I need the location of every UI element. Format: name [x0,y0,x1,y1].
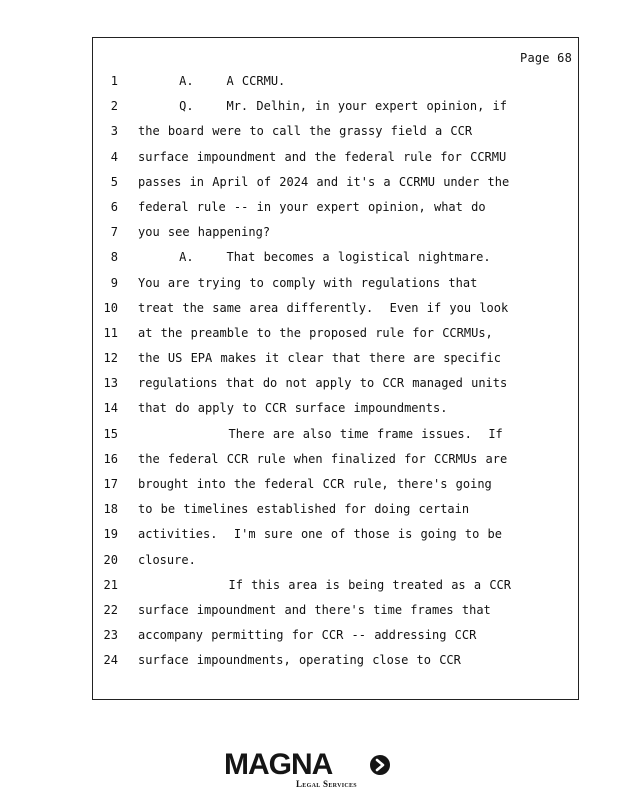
transcript-line [93,150,578,175]
line-number: 14 [103,401,118,416]
page-number: Page 68 [520,51,572,65]
transcript-line [93,376,578,401]
line-text: to be timelines established for doing certain [138,502,470,517]
line-number: 10 [103,300,118,315]
transcript-line [93,527,578,552]
transcript-line [93,553,578,578]
line-text: at the preamble to the proposed rule for CCRMUs, [138,325,493,340]
line-text: regulations that do not apply to CCR managed units [138,376,508,391]
transcript-line [93,74,578,99]
transcript-line [93,578,578,603]
line-number: 2 [110,99,118,114]
line-number: 20 [103,552,118,567]
line-number: 15 [103,426,118,441]
line-text: the federal CCR rule when finalized for CCRMUs are [138,451,508,466]
line-text: A. That becomes a logistical nightmare. [138,250,491,265]
transcript-line [93,628,578,653]
line-number: 4 [110,149,118,164]
line-text: Q. Mr. Delhin, in your expert opinion, if [138,99,508,114]
line-number: 18 [103,502,118,517]
transcript-line [93,477,578,502]
line-number: 21 [103,577,118,592]
transcript-line [93,301,578,326]
line-text: you see happening? [138,225,271,240]
transcript-line [93,250,578,275]
transcript-lines [93,74,578,679]
line-text: surface impoundments, operating close to CCR [138,653,461,668]
line-text: closure. [138,552,196,567]
transcript-line [93,603,578,628]
line-number: 7 [110,225,118,240]
transcript-line [93,200,578,225]
line-number: 8 [110,250,118,265]
line-number: 5 [110,174,118,189]
line-number: 6 [110,199,118,214]
line-text: activities. I'm sure one of those is going to be [138,527,503,542]
line-number: 3 [110,124,118,139]
line-number: 22 [103,602,118,617]
line-text: that do apply to CCR surface impoundments. [138,401,448,416]
transcript-line [93,653,578,678]
line-number: 19 [103,527,118,542]
line-text: federal rule -- in your expert opinion, what do [138,199,486,214]
transcript-line [93,124,578,149]
line-text: A. A CCRMU. [138,74,286,88]
line-text: treat the same area differently. Even if you look [138,300,509,315]
transcript-line [93,427,578,452]
line-number: 12 [103,351,118,366]
line-text: There are also time frame issues. If [138,426,503,441]
transcript-line [93,99,578,124]
line-text: You are trying to comply with regulations that [138,275,478,290]
line-text: passes in April of 2024 and it's a CCRMU under the [138,174,510,189]
logo-subtitle: Legal Services [296,779,357,789]
line-number: 13 [103,376,118,391]
line-text: the US EPA makes it clear that there are specific [138,351,502,366]
transcript-line [93,326,578,351]
transcript-line [93,276,578,301]
line-text: surface impoundment and there's time frames that [138,602,491,617]
logo-wordmark: MAGNA [224,748,333,781]
transcript-line [93,175,578,200]
line-number: 1 [110,74,118,88]
transcript-line [93,502,578,527]
transcript-line [93,351,578,376]
transcript-line [93,452,578,477]
line-number: 24 [103,653,118,668]
transcript-page [92,37,579,700]
line-number: 17 [103,477,118,491]
line-text: If this area is being treated as a CCR [138,577,512,592]
line-number: 9 [110,275,118,290]
chevron-circle-icon [369,754,391,776]
transcript-line [93,401,578,426]
magna-logo [224,748,396,792]
line-text: surface impoundment and the federal rule for CCRMU [138,149,507,164]
line-number: 23 [103,628,118,643]
transcript-line [93,225,578,250]
line-text: brought into the federal CCR rule, there's going [138,477,492,491]
line-number: 16 [103,451,118,466]
line-text: the board were to call the grassy field a CCR [138,124,473,139]
line-number: 11 [103,325,118,340]
line-text: accompany permitting for CCR -- addressing CCR [138,628,477,643]
